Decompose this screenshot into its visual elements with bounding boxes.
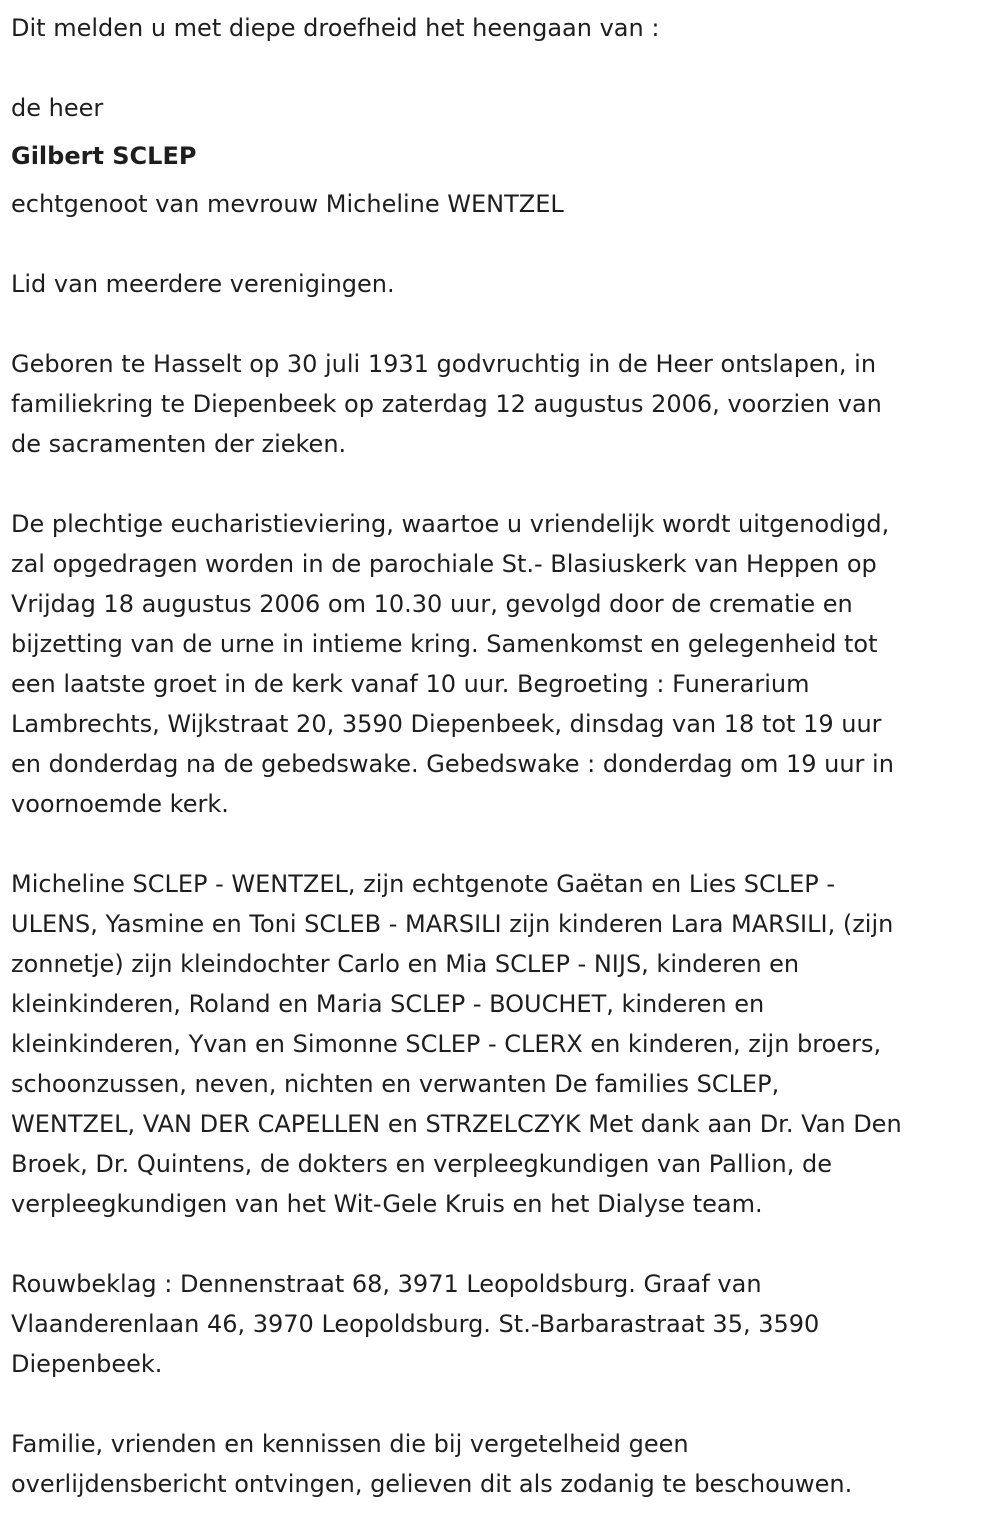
paragraph-line: voornoemde kerk. [11, 790, 229, 818]
paragraph-line: familiekring te Diepenbeek op zaterdag 12 augustus 2006, voorzien van [11, 390, 882, 418]
paragraph-line: Geboren te Hasselt op 30 juli 1931 godvruchtig in de Heer ontslapen, in [11, 350, 877, 378]
spacer [11, 304, 902, 344]
paragraph-line: de sacramenten der zieken. [11, 430, 347, 458]
spacer [11, 1224, 902, 1264]
paragraph-line: Lambrechts, Wijkstraat 20, 3590 Diepenbeek, dinsdag van 18 tot 19 uur [11, 710, 882, 738]
paragraph-line: Lid van meerdere verenigingen. [11, 270, 395, 298]
paragraph [11, 1264, 902, 1384]
spacer [11, 224, 902, 264]
paragraph-line: ULENS, Yasmine en Toni SCLEB - MARSILI zijn kinderen Lara MARSILI, (zijn [11, 910, 894, 938]
paragraph-line: overlijdensbericht ontvingen, gelieven dit als zodanig te beschouwen. [11, 1470, 853, 1498]
paragraph [11, 264, 902, 304]
paragraph-line: schoonzussen, neven, nichten en verwanten De families SCLEP, [11, 1070, 780, 1098]
paragraph-line: zal opgedragen worden in de parochiale St.- Blasiuskerk van Heppen op [11, 550, 877, 578]
paragraph [11, 504, 902, 824]
paragraph-line: Micheline SCLEP - WENTZEL, zijn echtgenote Gaëtan en Lies SCLEP - [11, 870, 836, 898]
obituary-document [11, 8, 902, 1504]
title-prefix: de heer [11, 94, 104, 122]
spacer [11, 48, 902, 88]
paragraphs [11, 224, 902, 1504]
paragraph-line: en donderdag na de gebedswake. Gebedswake : donderdag om 19 uur in [11, 750, 894, 778]
spacer [11, 464, 902, 504]
intro-text: Dit melden u met diepe droefheid het heengaan van : [11, 14, 660, 42]
paragraph-line: kleinkinderen, Roland en Maria SCLEP - BOUCHET, kinderen en [11, 990, 765, 1018]
paragraph-line: een laatste groet in de kerk vanaf 10 uur. Begroeting : Funerarium [11, 670, 810, 698]
paragraph-line: Broek, Dr. Quintens, de dokters en verpleegkundigen van Pallion, de [11, 1150, 833, 1178]
paragraph [11, 1424, 902, 1504]
spacer [11, 824, 902, 864]
paragraph [11, 344, 902, 464]
paragraph-line: Diepenbeek. [11, 1350, 163, 1378]
paragraph-line: WENTZEL, VAN DER CAPELLEN en STRZELCZYK Met dank aan Dr. Van Den [11, 1110, 902, 1138]
paragraph-line: Rouwbeklag : Dennenstraat 68, 3971 Leopoldsburg. Graaf van [11, 1270, 762, 1298]
spouse-text: echtgenoot van mevrouw Micheline WENTZEL [11, 190, 564, 218]
paragraph-line: verpleegkundigen van het Wit-Gele Kruis en het Dialyse team. [11, 1190, 763, 1218]
paragraph-line: Vlaanderenlaan 46, 3970 Leopoldsburg. St.-Barbarastraat 35, 3590 [11, 1310, 820, 1338]
paragraph [11, 864, 902, 1224]
paragraph-line: Vrijdag 18 augustus 2006 om 10.30 uur, gevolgd door de crematie en [11, 590, 853, 618]
paragraph-line: Familie, vrienden en kennissen die bij vergetelheid geen [11, 1430, 689, 1458]
paragraph-line: zonnetje) zijn kleindochter Carlo en Mia SCLEP - NIJS, kinderen en [11, 950, 800, 978]
spacer [11, 1384, 902, 1424]
paragraph-line: De plechtige eucharistieviering, waartoe u vriendelijk wordt uitgenodigd, [11, 510, 890, 538]
paragraph-line: kleinkinderen, Yvan en Simonne SCLEP - CLERX en kinderen, zijn broers, [11, 1030, 882, 1058]
paragraph-line: bijzetting van de urne in intieme kring. Samenkomst en gelegenheid tot [11, 630, 878, 658]
deceased-name: Gilbert SCLEP [11, 142, 197, 170]
